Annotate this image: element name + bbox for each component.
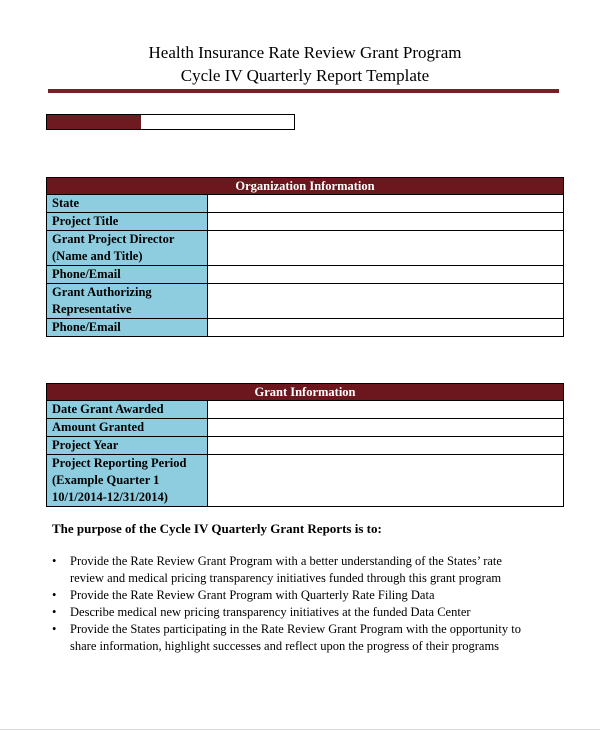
purpose-list	[52, 553, 552, 655]
bullet-icon: •	[52, 554, 57, 568]
list-item	[52, 604, 552, 621]
field-value-input[interactable]	[208, 266, 564, 284]
field-label-line: Amount Granted	[52, 420, 145, 434]
field-value-input[interactable]	[208, 319, 564, 337]
field-value-input[interactable]	[208, 213, 564, 231]
table-row	[47, 455, 564, 507]
field-value-input[interactable]	[208, 284, 564, 319]
field-label	[47, 437, 208, 455]
list-item-line: Provide the Rate Review Grant Program with a better understanding of the States’ rate	[70, 554, 502, 568]
purpose-heading: The purpose of the Cycle IV Quarterly Grant Reports is to:	[52, 521, 382, 536]
organization-table-body	[47, 195, 564, 337]
table-row	[47, 284, 564, 319]
table-row	[47, 195, 564, 213]
field-label-line: Project Reporting Period	[52, 456, 187, 470]
list-item-line: Provide the Rate Review Grant Program with Quarterly Rate Filing Data	[70, 588, 435, 602]
list-item	[52, 553, 552, 587]
table-row	[47, 319, 564, 337]
table-row	[47, 437, 564, 455]
document-title: Health Insurance Rate Review Grant Program	[148, 43, 462, 62]
organization-information-table	[46, 177, 564, 337]
table-row	[47, 213, 564, 231]
field-label-line: Project Title	[52, 214, 119, 228]
table-row	[47, 401, 564, 419]
field-label	[47, 401, 208, 419]
list-item-line: Provide the States participating in the Rate Review Grant Program with the opportunity to	[70, 622, 521, 636]
field-label-line: Grant Project Director	[52, 232, 175, 246]
field-label	[47, 319, 208, 337]
field-value-input[interactable]	[208, 455, 564, 507]
field-value-input[interactable]	[208, 401, 564, 419]
field-value-input[interactable]	[208, 231, 564, 266]
header-id-field[interactable]	[46, 114, 295, 130]
header-id-input[interactable]	[141, 115, 294, 129]
list-item-line: share information, highlight successes and reflect upon the progress of their programs	[70, 639, 500, 653]
field-label-line: Representative	[52, 302, 132, 316]
field-label-line: State	[52, 196, 80, 210]
field-label	[47, 284, 208, 319]
list-item-line: review and medical pricing transparency initiatives funded through this grant program	[70, 571, 502, 585]
bullet-icon: •	[52, 588, 57, 602]
field-label	[47, 455, 208, 507]
list-item-line: Describe medical new pricing transparency initiatives at the funded Data Center	[70, 605, 471, 619]
field-label-line: Phone/Email	[52, 320, 121, 334]
field-label-line: Project Year	[52, 438, 119, 452]
organization-table-header: Organization Information	[47, 178, 564, 195]
table-row	[47, 231, 564, 266]
field-label	[47, 195, 208, 213]
field-label-line: 10/1/2014-12/31/2014)	[52, 490, 168, 504]
field-label	[47, 213, 208, 231]
field-label-line: Date Grant Awarded	[52, 402, 164, 416]
field-label	[47, 266, 208, 284]
field-label	[47, 231, 208, 266]
field-label-line: (Example Quarter 1	[52, 473, 160, 487]
field-value-input[interactable]	[208, 419, 564, 437]
header-id-label-block	[47, 115, 141, 129]
grant-table-header: Grant Information	[47, 384, 564, 401]
field-label-line: Phone/Email	[52, 267, 121, 281]
grant-table-body	[47, 401, 564, 507]
grant-information-table	[46, 383, 564, 507]
list-item	[52, 621, 552, 655]
document-subtitle: Cycle IV Quarterly Report Template	[180, 66, 430, 85]
table-row	[47, 266, 564, 284]
table-row	[47, 419, 564, 437]
field-label-line: (Name and Title)	[52, 249, 143, 263]
bullet-icon: •	[52, 622, 57, 636]
field-value-input[interactable]	[208, 437, 564, 455]
field-label-line: Grant Authorizing	[52, 285, 152, 299]
list-item	[52, 587, 552, 604]
title-divider	[48, 89, 559, 93]
field-label	[47, 419, 208, 437]
bullet-icon: •	[52, 605, 57, 619]
field-value-input[interactable]	[208, 195, 564, 213]
